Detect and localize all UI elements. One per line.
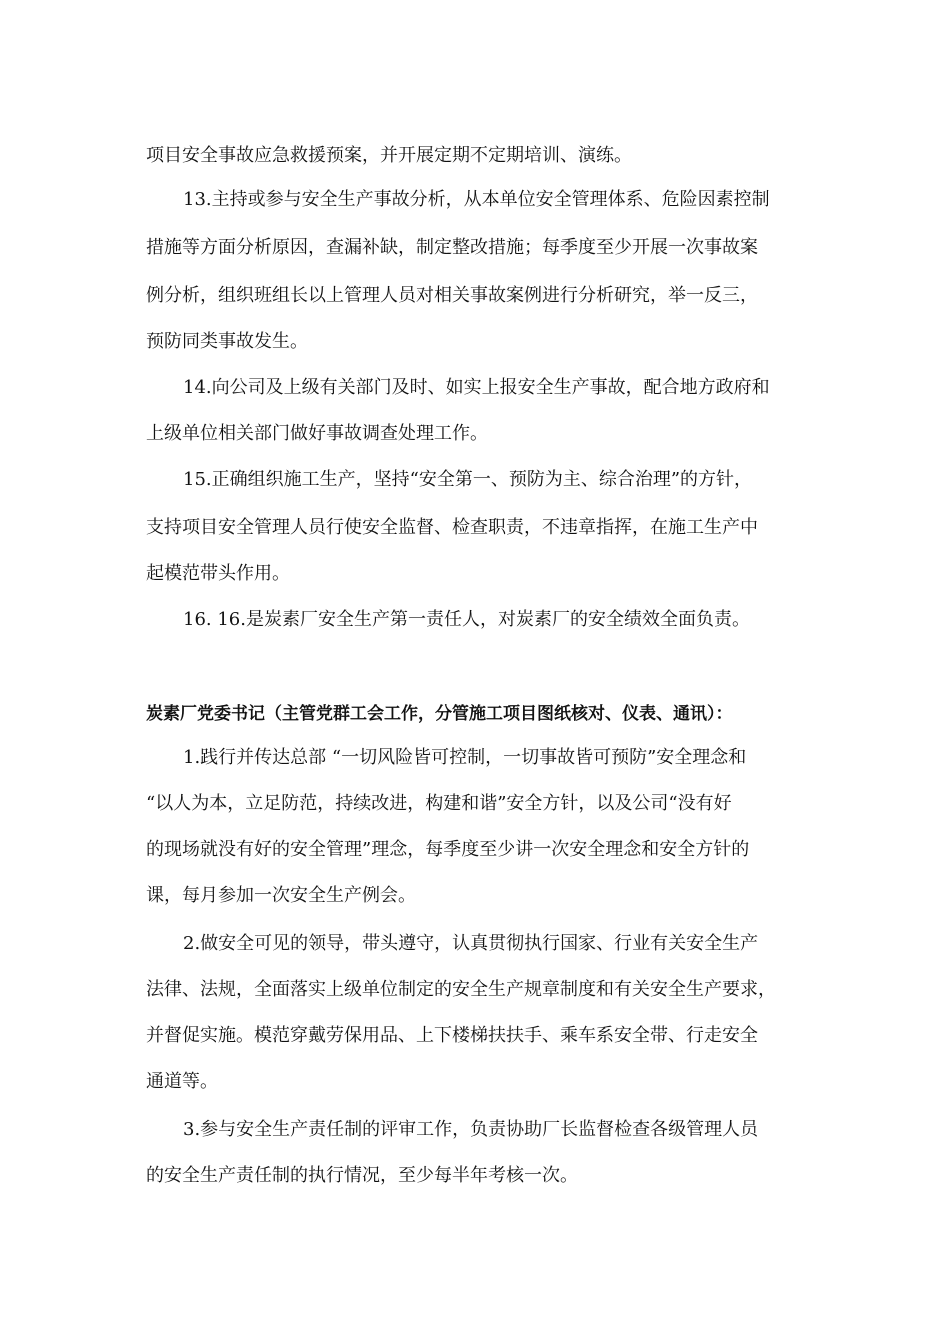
paragraph-3-line: 3.参与安全生产责任制的评审工作，负责协助厂长监督检查各级管理人员 bbox=[183, 1119, 759, 1140]
paragraph-13-line: 13.主持或参与安全生产事故分析，从本单位安全管理体系、危险因素控制 bbox=[183, 189, 770, 210]
text-line: 例分析，组织班组长以上管理人员对相关事故案例进行分析研究，举一反三， bbox=[146, 285, 758, 306]
paragraph-15-line: 15.正确组织施工生产，坚持“安全第一、预防为主、综合治理”的方针， bbox=[183, 469, 753, 490]
text-line: 通道等。 bbox=[146, 1071, 218, 1092]
section-heading: 炭素厂党委书记（主管党群工会工作，分管施工项目图纸核对、仪表、通讯）： bbox=[146, 704, 733, 724]
text-line: 起模范带头作用。 bbox=[146, 563, 290, 584]
text-line: 并督促实施。模范穿戴劳保用品、上下楼梯扶扶手、乘车系安全带、行走安全 bbox=[146, 1025, 758, 1046]
text-line: 项目安全事故应急救援预案，并开展定期不定期培训、演练。 bbox=[146, 145, 632, 166]
text-line: “以人为本，立足防范，持续改进，构建和谐”安全方针，以及公司“没有好 bbox=[146, 793, 732, 814]
text-line: 法律、法规，全面落实上级单位制定的安全生产规章制度和有关安全生产要求， bbox=[146, 979, 776, 1000]
text-line: 措施等方面分析原因，查漏补缺，制定整改措施；每季度至少开展一次事故案 bbox=[146, 237, 758, 258]
paragraph-14-line: 14.向公司及上级有关部门及时、如实上报安全生产事故，配合地方政府和 bbox=[183, 377, 770, 398]
paragraph-1-line: 1.践行并传达总部 “一切风险皆可控制，一切事故皆可预防”安全理念和 bbox=[183, 747, 747, 768]
text-line: 课，每月参加一次安全生产例会。 bbox=[146, 885, 416, 906]
text-line: 的安全生产责任制的执行情况，至少每半年考核一次。 bbox=[146, 1165, 578, 1186]
text-line: 预防同类事故发生。 bbox=[146, 331, 308, 352]
text-line: 的现场就没有好的安全管理”理念，每季度至少讲一次安全理念和安全方针的 bbox=[146, 839, 750, 860]
paragraph-2-line: 2.做安全可见的领导，带头遵守，认真贯彻执行国家、行业有关安全生产 bbox=[183, 933, 759, 954]
text-line: 支持项目安全管理人员行使安全监督、检查职责，不违章指挥，在施工生产中 bbox=[146, 517, 758, 538]
paragraph-16-line: 16. 16.是炭素厂安全生产第一责任人，对炭素厂的安全绩效全面负责。 bbox=[183, 609, 750, 630]
text-line: 上级单位相关部门做好事故调查处理工作。 bbox=[146, 423, 488, 444]
